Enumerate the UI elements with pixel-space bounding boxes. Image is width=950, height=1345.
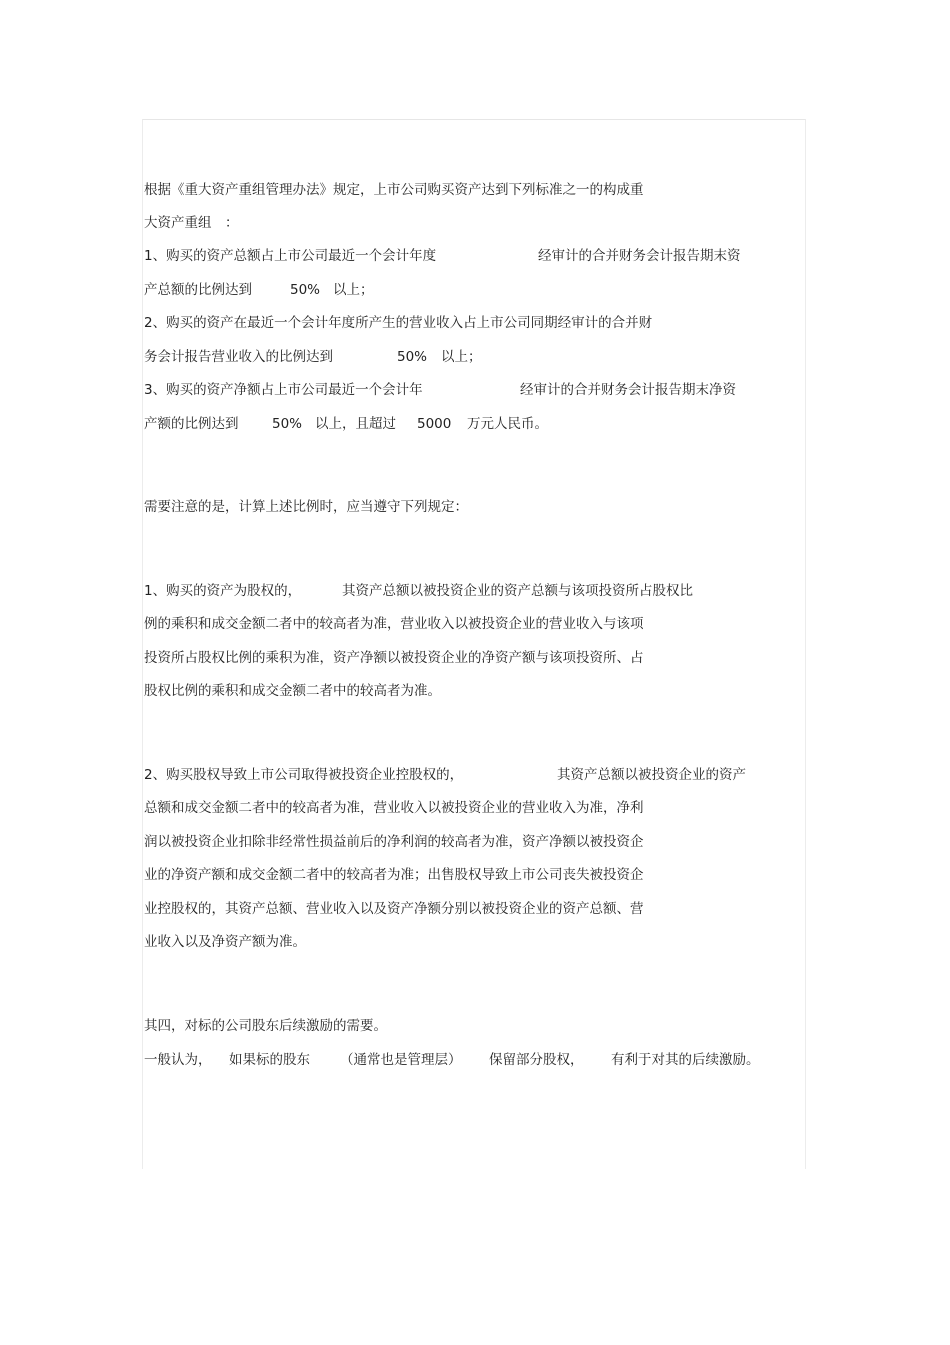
text-segment: 经审计的合并财务会计报告期末净资	[520, 382, 736, 398]
text-segment: 务会计报告营业收入的比例达到	[144, 349, 333, 365]
text-segment: 总额和成交金额二者中的较高者为准，营业收入以被投资企业的营业收入为准，净利	[144, 800, 644, 816]
note-heading	[144, 499, 468, 547]
text-segment: 大资产重组 ：	[144, 215, 239, 231]
text-segment: 3、购买的资产净额占上市公司最近一个会计年	[144, 382, 423, 398]
text-segment: 万元人民币。	[467, 416, 548, 432]
text-segment: 1、购买的资产总额占上市公司最近一个会计年度	[144, 248, 437, 264]
text-segment: 根据《重大资产重组管理办法》规定，上市公司购买资产达到下列标准之一的构成重	[144, 182, 644, 198]
text-segment: 有利于对其的后续激励。	[611, 1052, 760, 1068]
page-frame	[142, 119, 806, 1169]
text-segment: 例的乘积和成交金额二者中的较高者为准，营业收入以被投资企业的营业收入与该项	[144, 616, 644, 632]
text-segment: 其资产总额以被投资企业的资产总额与该项投资所占股权比	[342, 583, 693, 599]
text-segment: 如果标的股东	[229, 1052, 310, 1068]
percent-value: 50%	[272, 416, 303, 432]
text-segment: 产总额的比例达到	[144, 282, 252, 298]
text-segment: （通常也是管理层）	[340, 1052, 462, 1068]
closing-line	[144, 1052, 760, 1164]
rule-line	[144, 934, 306, 982]
percent-value: 50%	[397, 349, 428, 365]
text-segment: 股权比例的乘积和成交金额二者中的较高者为准。	[144, 683, 441, 699]
text-segment: 2、购买股权导致上市公司取得被投资企业控股权的，	[144, 767, 464, 783]
text-segment: 投资所占股权比例的乘积为准，资产净额以被投资企业的净资产额与该项投资所、占	[144, 650, 644, 666]
text-segment: 其资产总额以被投资企业的资产	[557, 767, 746, 783]
text-segment: 以上；	[441, 349, 482, 365]
text-segment: 2、购买的资产在最近一个会计年度所产生的营业收入占上市公司同期经审计的合并财	[144, 315, 653, 331]
text-segment: 其四，对标的公司股东后续激励的需要。	[144, 1018, 387, 1034]
text-segment: 以上，且超过	[315, 416, 396, 432]
text-segment: 经审计的合并财务会计报告期末资	[538, 248, 741, 264]
text-segment: 1、购买的资产为股权的，	[144, 583, 302, 599]
text-segment: 产额的比例达到	[144, 416, 239, 432]
text-segment: 一般认为，	[144, 1052, 212, 1068]
percent-value: 50%	[290, 282, 321, 298]
text-segment: 需要注意的是，计算上述比例时，应当遵守下列规定：	[144, 499, 468, 515]
text-segment: 业的净资产额和成交金额二者中的较高者为准；出售股权导致上市公司丧失被投资企	[144, 867, 644, 883]
text-segment: 业控股权的，其资产总额、营业收入以及资产净额分别以被投资企业的资产总额、营	[144, 901, 644, 917]
text-segment: 润以被投资企业扣除非经常性损益前后的净利润的较高者为准，资产净额以被投资企	[144, 834, 644, 850]
text-segment: 业收入以及净资产额为准。	[144, 934, 306, 950]
text-segment: 以上；	[333, 282, 374, 298]
rule-line	[144, 683, 441, 731]
amount-value: 5000	[417, 416, 452, 432]
text-segment: 保留部分股权，	[489, 1052, 584, 1068]
